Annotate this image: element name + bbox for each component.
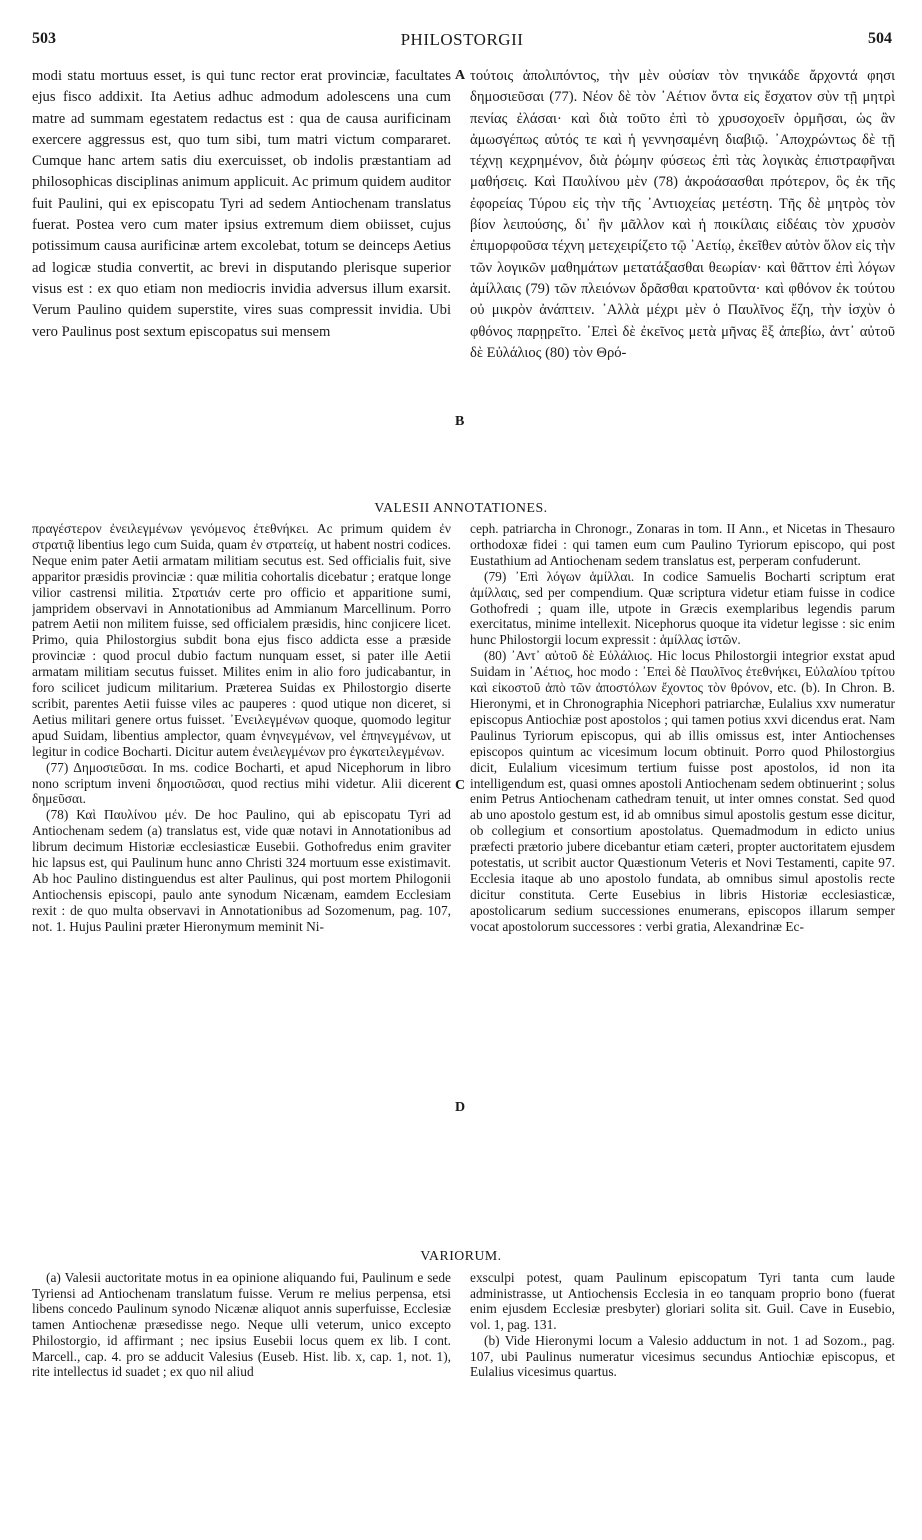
valesii-heading: VALESII ANNOTATIONES. xyxy=(374,500,548,515)
note-77: (77) Δημοσιεῦσαι. In ms. codice Bocharti, et apud Nicephorum in libro nono scriptum inveni δημοσιῶσαι, quod rectius mihi videtur. Alii dicerent δημεῦσαι. xyxy=(32,759,451,807)
margin-letter-b: B xyxy=(455,414,465,429)
variorum-notes-left xyxy=(32,1270,451,1470)
variorum-heading: VARIORUM. xyxy=(420,1248,502,1263)
page-number-right: 504 xyxy=(868,30,892,47)
running-title: PHILOSTORGII xyxy=(400,30,524,49)
variorum-notes-right xyxy=(470,1270,895,1470)
main-text-greek xyxy=(470,66,895,492)
margin-letter-c: C xyxy=(455,778,466,793)
note-continuation-right: ceph. patriarcha in Chronogr., Zonaras in tom. II Ann., et Nicetas in Thesauro orthodoxæ fidei : qui tamen eum cum Paulino Tyriorum episcopo, qui post Eustathium ad Antiochenam sedem translatus est, perperam confuderunt. xyxy=(470,521,895,568)
note-continuation: πραγέστερον ἐνειλεγμένων γενόμενος ἐτεθνήκει. Ac primum quidem ἐν στρατιᾷ libentius lego cum Suida, quam ἐν στρατείᾳ, ut habent nostri codices. Neque enim pater Aetii armatam militiam secutus est. Sed officialis fuit, sive apparitor præsidis provinciæ : quæ militia cohortalis dicebatur ; eratque longe vilior castrensi militia. Στρατιάν certe pro officio et apparitione sumi, jampridem observavi in Annotationibus ad Ammianum Marcellinum. Porro patrem Aetii non militem fuisse, sed officialem præsidis, hinc conjicere licet. Primo, quia Philostorgius subdit bona ejus fisco addicta esse a præside provinciæ : quod procul dubio factum nunquam esset, si pater ille Aetii armatam militiam secutus fuisset. Milites enim in alio foro judicabantur, in foro scilicet judicum militarium. Præterea Suidas ex Philostorgio diserte scribit, parentes Aetii fuisse viles ac pauperes : quod utique non diceret, si Aetius militari genere ortus fuisset. ᾿Ενειλεγμένων quoque, quomodo legitur apud Suidam, libentius amplector, quam ἐνηνεγμένων, vel ἐπηνεγμένων, ut legitur in codice Bocharti. Dicitur autem ἐνειλεγμένων pro ἐγκατειλεγμένων. xyxy=(32,521,451,759)
variorum-note-a-continuation: exsculpi potest, quam Paulinum episcopatum Tyri tanta cum laude administrasse, ut Antiochensis Ecclesia in eo tanquam proprio bono (fuerat enim ejusdem Ecclesiæ presbyter) gloriari solita sit. Guil. Cave in Eusebio, vol. 1, pag. 131. xyxy=(470,1270,895,1333)
main-text-latin xyxy=(32,66,451,492)
valesii-notes-left xyxy=(32,521,451,1235)
variorum-note-a: (a) Valesii auctoritate motus in ea opinione aliquando fui, Paulinum e sede Tyriensi ad Antiochenam translatum fuisse. Verum re melius perpensa, etsi libens concedo Paulinum synodo Nicænæ aliquot annis superfuisse, Ecclesiæ tamen Antiochenæ præsedisse nego. Neque ulli veterum, unico excepto Philostorgio, id affirmant ; nec ipsius Eusebii locus quem ex lib. I cont. Marcell., cap. 4. pro se adducit Valesius (Euseb. Hist. lib. x, cap. 1, not. 1), rite intellectus id suadet ; ex quo nil aliud xyxy=(32,1270,451,1380)
running-header xyxy=(32,8,892,48)
note-78: (78) Καὶ Παυλίνου μέν. De hoc Paulino, qui ab episcopatu Tyri ad Antiochenam sedem (a) translatus est, vide quæ notavi in Annotationibus ad librum decimum Historiæ ecclesiasticæ Eusebii. Gothofredus enim graviter hic lapsus est, qui Paulinum hunc anno Christi 324 mortuum esse existimavit. Ab hoc Paulino distinguendus est alter Paulinus, qui post mortem Philogonii Antiochensis episcopi, paulo ante synodum Nicænam, eamdem Ecclesiam rexit : de quo multa observavi in Annotationibus ad Sozomenum, pag. 107, not. 1. Hujus Paulini præter Hieronymum meminit Ni- xyxy=(32,807,451,934)
note-80: (80) ᾿Αντ᾿ αὐτοῦ δὲ Εὐλάλιος. Hic locus Philostorgii integrior exstat apud Suidam in ᾿Αέτιος, hoc modo : ᾿Επεὶ δὲ Παυλῖνος ἐτεθνήκει, Εὐλαλίου τρίτου καὶ εἰκοστοῦ ἀπὸ τῶν ἀποστόλων ἔχοντος τὸν θρόνον, etc. (b). In Chron. B. Hieronymi, et in Chronographia Nicephori patriarchæ, Eulalius xxv numeratur episcopus Antiochiæ post apostolos ; qui tamen potius xxvi dicendus erat. Nam Paulinus Tyriorum episcopus, qui ab illis omissus est, inter Antiochenses episcopos quintum ac vicesimum locum obtinuit. Porro quod Philostorgius dicit, Eulalium vicesimum tertium fuisse post apostolos, id non ita intelligendum est, quasi omnes apostoli Antiochenam sedem obtinuerint ; solus enim Petrus Antiochenam cathedram tenuit, ut inter omnes constat. Sed quod ab uno apostolo gestum est, id ab omnibus simul apostolis gestum esse dicitur, ob collegium et consortium apostolatus. Quemadmodum in edicto unius præfecti prætorio jubere dicebantur etiam cæteri, propter auctoritatem ejusdem potestatis, ut scribit auctor Quæstionum Veteris et Novi Testamenti, capite 97. Ecclesia itaque ab uno apostolo fundata, ab omnibus simul apostolis recte dicitur constituta. Certe Eusebius in libris Historiæ ecclesiasticæ, apostolicarum sedium successiones enumerans, episcopos illarum semper vocat apostolorum successores : verbi gratia, Alexandrinæ Ec- xyxy=(470,648,895,934)
valesii-notes-right xyxy=(470,521,895,1235)
note-79: (79) ᾿Επὶ λόγων ἁμίλλαι. In codice Samuelis Bocharti scriptum erat ἁμίλλαις, sed per compendium. Quæ scriptura videtur etiam fuisse in codice Gothofredi ; quam ille, utpote in Græcis exemplaribus legendis parum exercitatus, minime intellexit. Nicephorus quoque ita videtur legisse : sic enim hunc Philostorgii locum expressit : ἁμίλλας ἰστῶν. xyxy=(470,568,895,648)
greek-paragraph: τούτοις ἀπολιπόντος, τὴν μὲν οὐσίαν τὸν τηνικάδε ἄρχοντά φησι δημοσιεῦσαι (77). Νέον δὲ τὸν ᾿Αέτιον ὄντα εἰς ἔσχατον σὺν τῇ μητρὶ πενίας ἐλάσαι· καὶ διὰ τοῦτο ἐπὶ τὸ χρυσοχοεῖν ὁρμῆσαι, ὡς ἂν ἀμωσγέπως αὐτός τε καὶ ἡ γεννησαμένη διαβιῷ. ᾿Αποχρώντως δὲ τῇ τέχνῃ κεχρημένον, διὰ ῥώμην φύσεως ἐπὶ τὰς λογικὰς ἐπιστραφῆναι μαθήσεις. Καὶ Παυλίνου μὲν (78) ἀκροάσασθαι πρότερον, ὃς ἐκ τῆς ἐφορείας Τύρου εἰς τὴν τῆς ᾿Αντιοχείας μετέστη. Τῆς δὲ μητρὸς τὸν βίον λειπούσης, δι᾿ ἣν μᾶλλον καὶ ἡ ποικίλαις εἰδέαις τὸν χρυσὸν ἐπιμορφοῦσα τέχνη μετεχειρίζετο τῷ ᾿Αετίῳ, ἐκεῖθεν αὐτὸν ὅλον εἰς τὴν τῶν λογικῶν μαθημάτων μετατάξασθαι θεωρίαν· καὶ θᾶττον ἐπὶ λόγων ἁμίλλαις (79) τῶν πλειόνων δρᾶσθαι κρατοῦντα· καὶ φθόνον ἐκ τούτου οὐ μικρὸν ἀνάπτειν. ᾿Αλλὰ μέχρι μὲν ὁ Παυλῖνος ἔζη, τὴν ἰσχὺν ὁ φθόνος παρῃρεῖτο. ᾿Επεὶ δὲ ἐκεῖνος μετὰ μῆνας ἓξ ἀπεβίω, ἀντ᾿ αὐτοῦ δὲ Εὐλάλιος (80) τὸν Θρό- xyxy=(470,68,895,361)
latin-paragraph: modi statu mortuus esset, is qui tunc rector erat provinciæ, facultates ejus fisco addixit. Ita Aetius adhuc admodum adolescens una cum matre ad summam egestatem redactus est : qua de causa aurificinam exercere aggressus est, quo tum sibi, tum matri victum compararet. Cumque hanc artem satis diu exercuisset, ob indolis præstantiam ad philosophicas disciplinas animum applicuit. Ac primum quidem auditor fuit Paulini, qui ex episcopatu Tyri ad sedem Antiochenam translatus fuerat. Postea vero cum mater ipsius extremum diem obiisset, cujus potissimum causa aurificinæ artem excolebat, totum se deinceps Aetius ad logicæ studia convertit, ac brevi in disputando plerisque superior visus est : ex quo etiam non mediocris invidia adversus illum exarsit. Verum Paulino quidem superstite, vires suas compressit invidia. Ubi vero Paulinus post sextum episcopatus sui mensem xyxy=(32,68,451,340)
page-number-left: 503 xyxy=(32,30,56,47)
margin-letter-d: D xyxy=(455,1100,466,1115)
variorum-note-b: (b) Vide Hieronymi locum a Valesio adductum in not. 1 ad Sozom., pag. 107, ubi Paulinus numeratur vicesimus secundus Antiochiæ episcopus, et Eulalius vicesimus quartus. xyxy=(470,1332,895,1380)
margin-letter-a: A xyxy=(455,68,466,83)
